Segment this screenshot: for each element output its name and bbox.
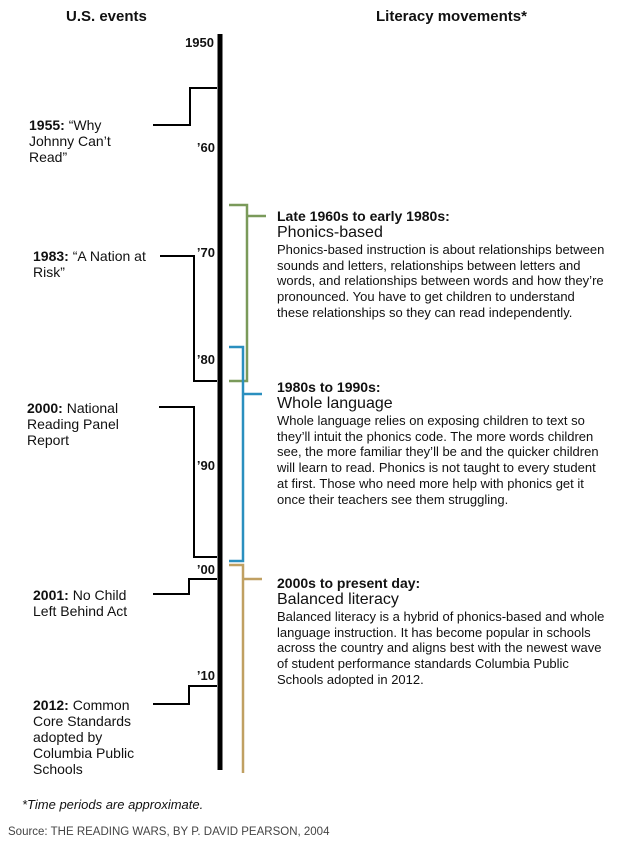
movement-phonics bbox=[277, 208, 607, 321]
connector-1955 bbox=[153, 88, 217, 125]
event-2001 bbox=[33, 587, 153, 619]
event-text: No Child Left Behind Act bbox=[33, 587, 128, 619]
left-column-header: U.S. events bbox=[66, 8, 147, 25]
movement-period: Late 1960s to early 1980s: bbox=[277, 208, 450, 224]
connector-2001 bbox=[153, 579, 217, 594]
event-year: 1955: bbox=[29, 117, 65, 133]
connector-2000 bbox=[159, 407, 217, 557]
tick-label: ’70 bbox=[196, 245, 215, 260]
tick-label: ’10 bbox=[196, 668, 215, 683]
event-text: “A Nation at Risk” bbox=[33, 248, 146, 280]
right-column-header: Literacy movements* bbox=[376, 8, 527, 25]
movement-whole-language bbox=[277, 379, 607, 507]
event-text: Common Core Standards adopted by Columbia Public Schools bbox=[33, 697, 135, 777]
event-year: 1983: bbox=[33, 248, 69, 264]
movement-name: Whole language bbox=[277, 395, 393, 412]
event-year: 2000: bbox=[27, 400, 63, 416]
movement-description: Phonics-based instruction is about relationships between sounds and letters, relationships between letters and words, and relationships between words and how they’re pronounced. You have to get children to understand these relationships so they can read independently. bbox=[277, 242, 605, 320]
movement-balanced-literacy bbox=[277, 575, 607, 688]
tick-label: ’90 bbox=[196, 458, 215, 473]
movement-name: Phonics-based bbox=[277, 224, 383, 241]
source-credit: Source: THE READING WARS, BY P. DAVID PEARSON, 2004 bbox=[8, 826, 330, 838]
event-year: 2001: bbox=[33, 587, 69, 603]
event-2000 bbox=[27, 400, 157, 448]
event-text: “Why Johnny Can’t Read” bbox=[29, 117, 111, 165]
event-1983 bbox=[33, 248, 158, 280]
footnote: *Time periods are approximate. bbox=[22, 797, 204, 812]
event-1955 bbox=[29, 117, 149, 165]
event-text: National Reading Panel Report bbox=[27, 400, 119, 448]
bracket-whole-language bbox=[229, 347, 243, 561]
movement-period: 1980s to 1990s: bbox=[277, 379, 381, 395]
connector-2012 bbox=[153, 686, 217, 704]
movement-name: Balanced literacy bbox=[277, 591, 399, 608]
bracket-phonics bbox=[229, 205, 247, 381]
movement-period: 2000s to present day: bbox=[277, 575, 421, 591]
tick-label: ’60 bbox=[196, 140, 215, 155]
tick-label: ’00 bbox=[196, 562, 215, 577]
movement-description: Whole language relies on exposing children to text so they’ll intuit the phonics code. The more words children see, the more familiar they’ll be and the quicker children will learn to read. Phonics is not taught to every student at first. Those who need more help with phonics get it once their teachers see them struggling. bbox=[277, 413, 599, 507]
tick-label: ’80 bbox=[196, 352, 215, 367]
event-2012 bbox=[33, 697, 153, 777]
movement-description: Balanced literacy is a hybrid of phonics-based and whole language instruction. It has become popular in schools across the country and aligns best with the newest wave of student performance standards Columbia Public Schools adopted in 2012. bbox=[277, 609, 605, 687]
tick-label: 1950 bbox=[185, 35, 214, 50]
bracket-balanced bbox=[229, 565, 243, 773]
event-year: 2012: bbox=[33, 697, 69, 713]
